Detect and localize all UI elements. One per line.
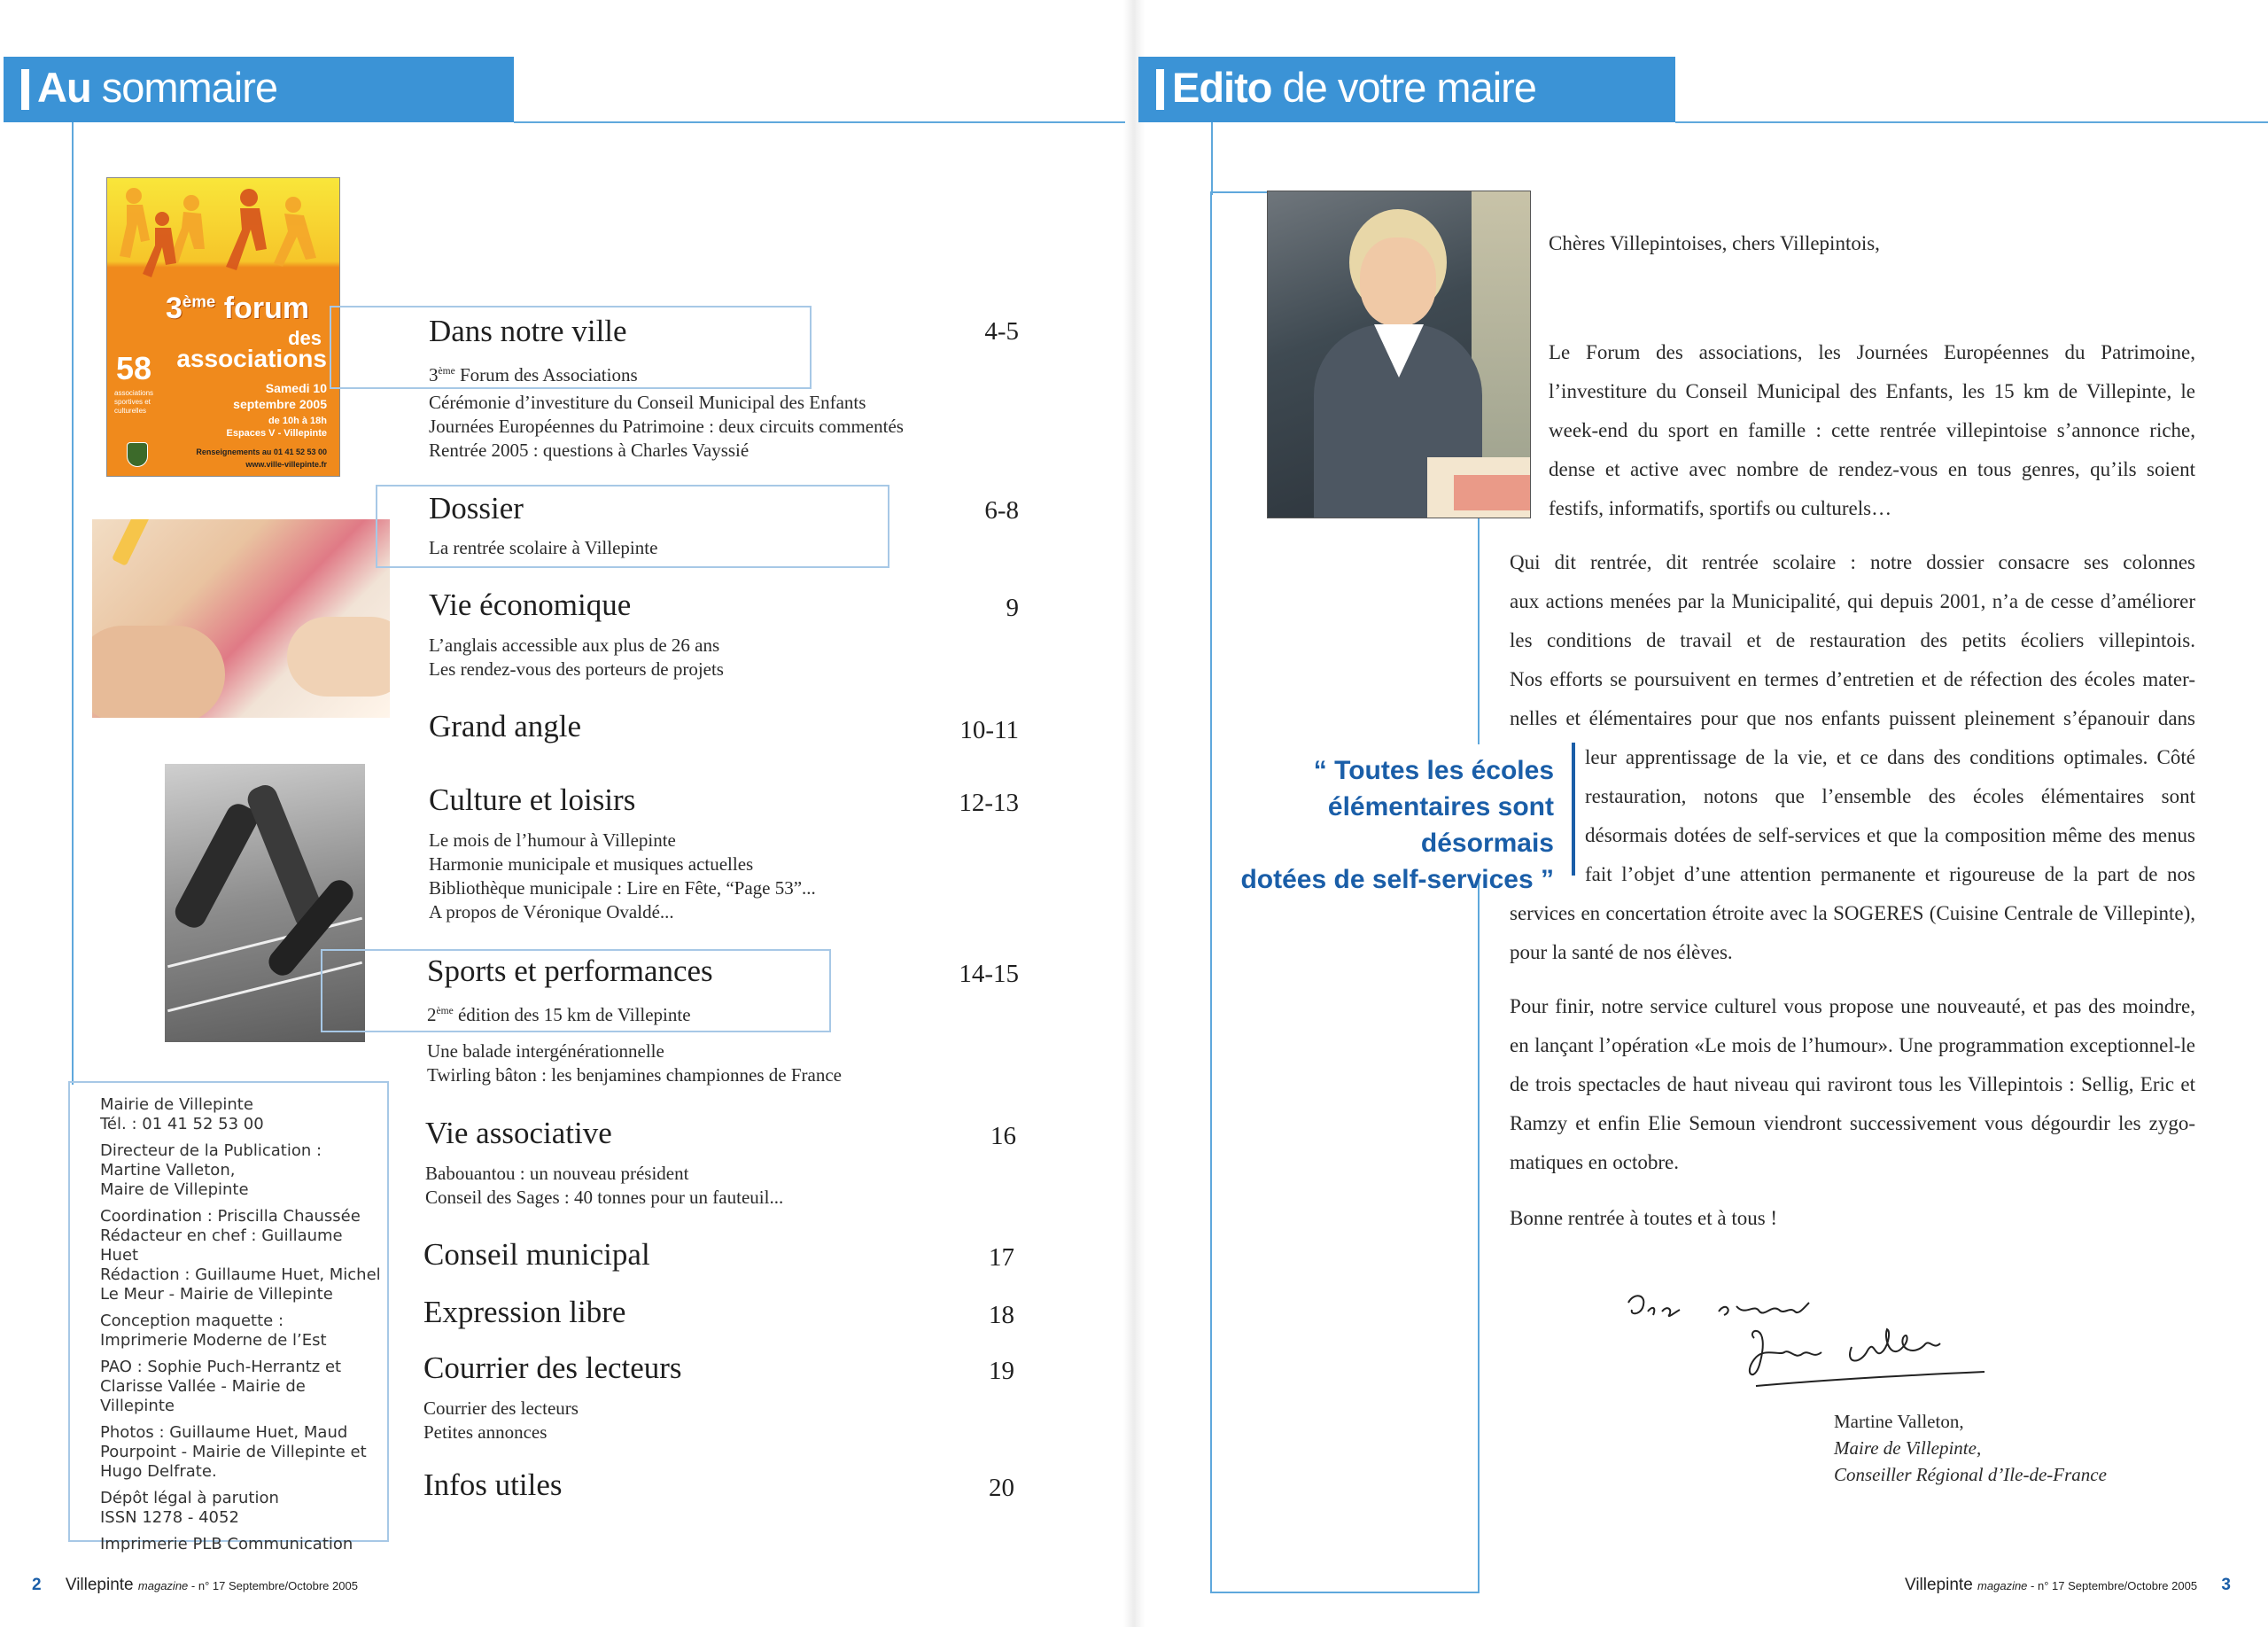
- quote-line: élémentaires sont désormais: [1327, 792, 1554, 858]
- poster-date: Samedi 10 septembre 2005: [233, 381, 327, 411]
- edito-closing: Bonne rentrée à toutes et à tous !: [1510, 1207, 1778, 1229]
- toc-title[interactable]: Grand angle: [429, 709, 582, 743]
- quote-frame-left: [1210, 191, 1212, 1593]
- toc-page: 9: [1006, 594, 1019, 622]
- edito-paragraph-2-line: Nos efforts se poursuivent en termes d’entretien et de réfection des écoles mater-: [1510, 668, 2195, 690]
- toc-sub: Une balade intergénérationnelle: [427, 1040, 664, 1062]
- edito-paragraph-2-line: désormais dotées de self-services et que la composition même des menus: [1585, 824, 2195, 846]
- toc-title[interactable]: Vie économique: [429, 588, 632, 622]
- toc-sub: 2ème édition des 15 km de Villepinte: [427, 1004, 691, 1025]
- forum-poster: [106, 177, 340, 477]
- footer-issue: - n° 17 Septembre/Octobre 2005: [188, 1579, 358, 1592]
- poster-info: Renseignements au 01 41 52 53 00: [196, 448, 327, 456]
- toc-page: 18: [989, 1301, 1014, 1329]
- poster-des: des: [288, 327, 322, 349]
- edito-paragraph-2-line: Qui dit rentrée, dit rentrée scolaire : notre dossier consacre ses colonnes: [1510, 551, 2195, 573]
- page-number: 3: [2221, 1576, 2231, 1594]
- quote-line: “ Toutes les écoles: [1313, 756, 1554, 785]
- toc-page: 10-11: [959, 716, 1019, 744]
- footer-brand: Villepinte: [65, 1576, 134, 1594]
- toc-sub: Harmonie municipale et musiques actuelles: [429, 853, 754, 875]
- toc-title[interactable]: Vie associative: [425, 1116, 612, 1150]
- toc-page: 16: [990, 1122, 1016, 1150]
- pencil-writing-photo: [92, 519, 390, 718]
- sommaire-header: [4, 57, 514, 122]
- credits: [100, 1095, 384, 1561]
- edito-paragraph-2-end: services en concertation étroite avec la SOGERES (Cuisine Centrale de Villepinte), pour la santé de nos élèves.: [1510, 902, 2195, 963]
- toc-title[interactable]: Culture et loisirs: [429, 782, 636, 817]
- toc-page: 6-8: [984, 496, 1019, 525]
- credit-line: Directeur de la Publication : Martine Valleton, Maire de Villepinte: [100, 1141, 322, 1199]
- poster-title-sup: ème: [182, 292, 216, 311]
- right-footer: [1905, 1576, 2231, 1595]
- poster-title-word: forum: [223, 292, 310, 325]
- page-number: 2: [32, 1576, 42, 1594]
- poster-count-caption: associations sportives et culturelles: [114, 389, 154, 415]
- pull-quote: [1223, 752, 1554, 898]
- toc-sub: Le mois de l’humour à Villepinte: [429, 829, 676, 851]
- toc-sub: Petites annonces: [423, 1421, 548, 1443]
- toc-title[interactable]: Conseil municipal: [423, 1237, 650, 1272]
- toc-sub: La rentrée scolaire à Villepinte: [429, 537, 658, 558]
- toc-title[interactable]: Dossier: [429, 491, 524, 525]
- mayor-portrait-photo: [1267, 191, 1531, 518]
- toc-sub: Bibliothèque municipale : Lire en Fête, “Page 53”...: [429, 877, 816, 899]
- header-bar-mark: [21, 69, 29, 110]
- quote-bar: [1572, 743, 1575, 876]
- header-rule-left: [514, 121, 1125, 123]
- poster-crest-icon: [127, 442, 148, 467]
- poster-title-num: 3: [166, 292, 183, 325]
- footer-brand: Villepinte: [1905, 1576, 1973, 1594]
- toc-sub: Cérémonie d’investiture du Conseil Municipal des Enfants: [429, 392, 866, 413]
- poster-count: 58: [116, 350, 152, 386]
- header-rule-right: [1675, 121, 2268, 123]
- footer-issue: - n° 17 Septembre/Octobre 2005: [2027, 1579, 2198, 1592]
- quote-frame-right-top: [1478, 514, 1480, 744]
- sign-title-1: Maire de Villepinte,: [1834, 1437, 1982, 1459]
- toc-page: 19: [989, 1357, 1014, 1385]
- footer-mag: magazine: [137, 1579, 189, 1592]
- credit-line: Coordination : Priscilla Chaussée Rédacteur en chef : Guillaume Huet Rédaction : Guillaume Huet, Michel Le Meur - Mairie de Villepinte: [100, 1207, 381, 1304]
- sign-name: Martine Valleton,: [1834, 1411, 1964, 1432]
- toc-title[interactable]: Expression libre: [423, 1295, 626, 1329]
- edito-paragraph-2-line: restauration, notons que l’ensemble des écoles élémentaires sont: [1585, 785, 2195, 807]
- edito-title: Edito de votre maire: [1172, 64, 1536, 111]
- sign-title-2: Conseiller Régional d’Ile-de-France: [1834, 1464, 2107, 1485]
- sommaire-title: Au sommaire: [37, 64, 278, 111]
- edito-greeting: Chères Villepintoises, chers Villepintois,: [1549, 232, 1880, 254]
- toc-sub: 3ème Forum des Associations: [429, 364, 638, 385]
- toc-title[interactable]: Infos utiles: [423, 1467, 563, 1502]
- toc-sub: L’anglais accessible aux plus de 26 ans: [429, 634, 720, 656]
- credit-line: Mairie de Villepinte Tél. : 01 41 52 53 00: [100, 1095, 264, 1133]
- toc-sub: Conseil des Sages : 40 tonnes pour un fauteuil...: [425, 1187, 784, 1208]
- header-bar-mark: [1156, 69, 1164, 110]
- credit-line: Dépôt légal à parution ISSN 1278 - 4052: [100, 1489, 279, 1527]
- toc-sub: Babouantou : un nouveau président: [425, 1163, 689, 1184]
- toc-sub: Les rendez-vous des porteurs de projets: [429, 658, 724, 680]
- credit-line: Conception maquette : Imprimerie Moderne de l’Est: [100, 1312, 327, 1350]
- edito-paragraph-2-line: aux actions menées par la Municipalité, qui depuis 2001, n’a de cesse d’améliorer: [1510, 590, 2195, 612]
- toc-page: 20: [989, 1474, 1014, 1502]
- edito-paragraph-2-line: les conditions de travail et de restauration des petits écoliers villepintois.: [1510, 629, 2195, 651]
- handwritten-signature: [1621, 1276, 1993, 1409]
- toc-title[interactable]: Dans notre ville: [429, 314, 627, 348]
- poster-url: www.ville-villepinte.fr: [245, 460, 327, 469]
- credit-line: Imprimerie PLB Communication: [100, 1535, 353, 1553]
- credit-line: Photos : Guillaume Huet, Maud Pourpoint - Mairie de Villepinte et Hugo Delfrate.: [100, 1423, 367, 1481]
- toc-sub: Courrier des lecteurs: [423, 1397, 579, 1419]
- poster-associations: associations: [176, 345, 327, 372]
- quote-frame-bottom: [1210, 1592, 1480, 1593]
- toc-title[interactable]: Sports et performances: [427, 954, 713, 988]
- quote-line: dotées de self-services ”: [1240, 865, 1554, 894]
- edito-paragraph-2-line: leur apprentissage de la vie, et ce dans des conditions optimales. Côté: [1585, 746, 2195, 768]
- toc-page: 12-13: [959, 789, 1019, 817]
- credit-line: PAO : Sophie Puch-Herrantz et Clarisse Vallée - Mairie de Villepinte: [100, 1358, 342, 1415]
- edito-paragraph-3: Pour finir, notre service culturel vous propose une nouveauté, et pas des moindre, en lançant l’opération «Le mois de l’humour». Une programmation exceptionnel-le de trois spectacles de haut niveau qui raviront tous les Villepintois : Sellig, Eric et Ramzy et enfin Elie Semoun viendront successivement vous dégourdir les zygo-matiques en octobre.: [1510, 995, 2195, 1173]
- poster-hours: de 10h à 18h: [268, 416, 327, 426]
- toc-title[interactable]: Courrier des lecteurs: [423, 1351, 682, 1385]
- left-footer: [32, 1576, 358, 1595]
- athletes-silhouette-image: [107, 178, 339, 293]
- toc-sub: Twirling bâton : les benjamines championnes de France: [427, 1064, 842, 1086]
- toc-sub: Rentrée 2005 : questions à Charles Vayssié: [429, 440, 750, 461]
- toc-page: 17: [989, 1243, 1014, 1272]
- left-vertical-rule: [72, 122, 74, 1085]
- footer-mag: magazine: [1977, 1579, 2028, 1592]
- edito-paragraph-2-line: nelles et élémentaires pour que nos enfants puissent pleinement s’épanouir dans: [1510, 707, 2195, 729]
- toc-page: 14-15: [959, 960, 1019, 988]
- poster-place: Espaces V - Villepinte: [226, 428, 327, 439]
- edito-paragraph-2-line: fait l’objet d’une attention permanente et rigoureuse de la part de nos: [1585, 863, 2195, 885]
- center-fold: [1123, 0, 1145, 1627]
- quote-frame-right: [1478, 873, 1480, 1593]
- edito-paragraph-1: Le Forum des associations, les Journées Européennes du Patrimoine, l’investiture du Conseil Municipal des Enfants, les 15 km de Villepinte, le week-end du sport en famille : cette rentrée villepintoise s’annonce riche, dense et active avec nombre de rendez-vous en tous genres, qu’ils soient festifs, informatifs, sportifs ou culturels…: [1549, 341, 2195, 519]
- right-left-rule: [1211, 122, 1213, 195]
- toc-sub: Journées Européennes du Patrimoine : deux circuits commentés: [429, 416, 904, 437]
- right-top-rule: [1211, 191, 1268, 193]
- toc-page: 4-5: [984, 317, 1019, 346]
- toc-sub: A propos de Véronique Ovaldé...: [429, 901, 674, 922]
- edito-header: [1138, 57, 1675, 122]
